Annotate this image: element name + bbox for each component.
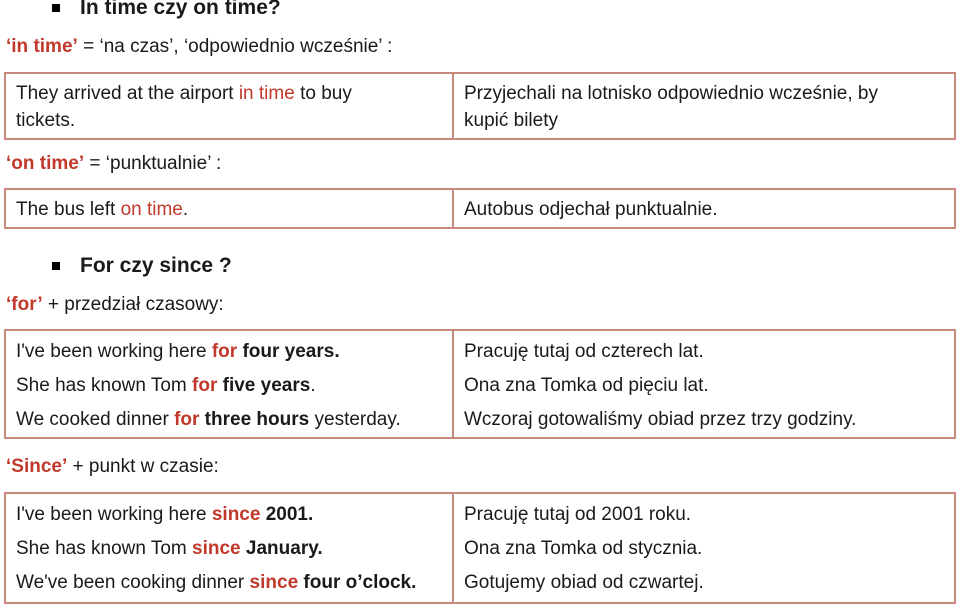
- definition-for: ‘for’ + przedział czasowy:: [6, 294, 224, 315]
- column-divider: [452, 74, 454, 138]
- example-row: I've been working here since 2001.: [16, 504, 314, 525]
- example-row: I've been working here for four years.: [16, 341, 340, 362]
- term-since: Since: [11, 456, 62, 477]
- definition-on-time: ‘on time’ = ‘punktualnie’ :: [6, 153, 222, 174]
- example-box-since: [4, 492, 956, 604]
- column-divider: [452, 190, 454, 227]
- english-cell: [16, 335, 446, 437]
- definition-in-time: ‘in time’ = ‘na czas’, ‘odpowiednio wcześnie’ :: [6, 36, 393, 57]
- example-row: We cooked dinner for three hours yesterday.: [16, 409, 401, 430]
- term-for: for: [11, 294, 38, 315]
- column-divider: [452, 331, 454, 437]
- definition-since: ‘Since’ + punkt w czasie:: [6, 456, 219, 477]
- bullet-icon: [52, 262, 60, 270]
- example-row: She has known Tom for five years.: [16, 375, 316, 396]
- section-heading-for-since: [52, 254, 232, 278]
- term-on-time: on time: [11, 153, 79, 174]
- polish-cell: Autobus odjechał punktualnie.: [464, 199, 718, 220]
- column-divider: [452, 494, 454, 602]
- heading-text: For czy since ?: [80, 254, 232, 277]
- section-heading-in-time: [52, 0, 281, 20]
- example-box-in-time: [4, 72, 956, 140]
- example-box-for: [4, 329, 956, 439]
- heading-text: In time czy on time?: [80, 0, 281, 19]
- english-cell: The bus left on time.: [16, 199, 189, 220]
- english-cell: [16, 498, 446, 602]
- polish-cell: Pracuję tutaj od 2001 roku. Ona zna Tomka od stycznia. Gotujemy obiad od czwartej.: [464, 504, 704, 593]
- bullet-icon: [52, 4, 60, 12]
- term-in-time: in time: [11, 36, 73, 57]
- polish-cell: Pracuję tutaj od czterech lat. Ona zna Tomka od pięciu lat. Wczoraj gotowaliśmy obiad przez trzy godziny.: [464, 341, 857, 430]
- english-cell: They arrived at the airport in time to buy tickets.: [16, 83, 352, 131]
- example-row: We've been cooking dinner since four o’clock.: [16, 572, 417, 593]
- polish-cell: Przyjechali na lotnisko odpowiednio wcześnie, by kupić bilety: [464, 83, 879, 131]
- example-box-on-time: [4, 188, 956, 229]
- example-row: She has known Tom since January.: [16, 538, 323, 559]
